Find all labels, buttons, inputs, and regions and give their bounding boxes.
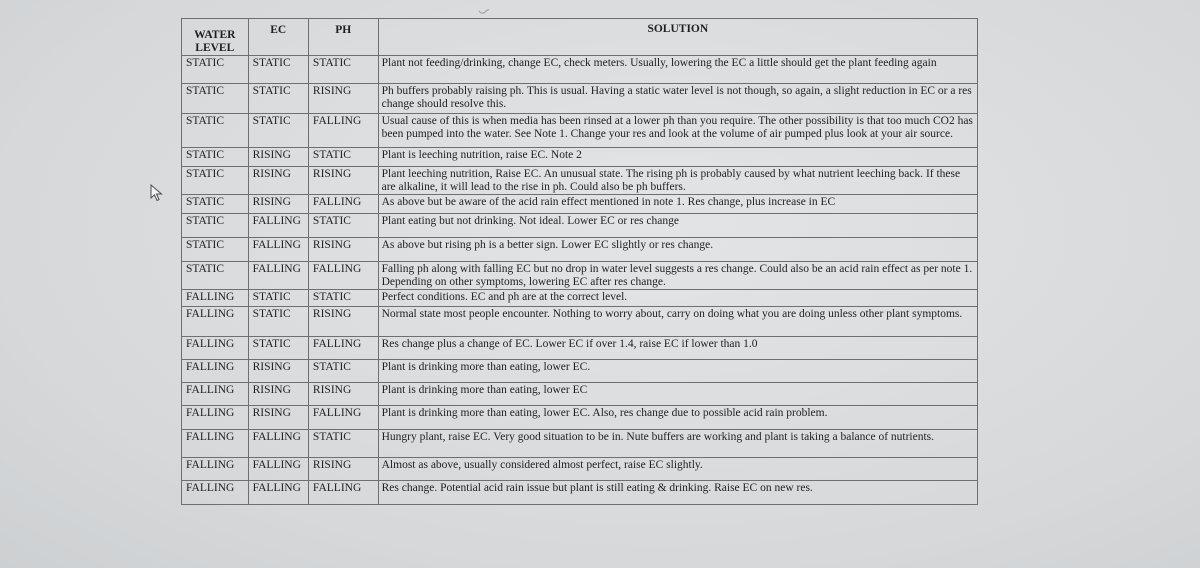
ph-cell: STATIC bbox=[308, 214, 378, 238]
header-ph: PH bbox=[308, 19, 378, 56]
water-level-cell: STATIC bbox=[182, 195, 249, 214]
stray-mark bbox=[478, 8, 490, 16]
ec-cell: STATIC bbox=[248, 290, 308, 307]
ec-cell: STATIC bbox=[248, 307, 308, 337]
solution-cell: Falling ph along with falling EC but no drop in water level suggests a res change. Could also be an acid rain effect as per note 1. Depending on other symptoms, lowering EC after res change. bbox=[378, 262, 977, 290]
solution-cell: Hungry plant, raise EC. Very good situation to be in. Nute buffers are working and plant is taking a balance of nutrients. bbox=[378, 430, 977, 458]
ec-cell: FALLING bbox=[248, 262, 308, 290]
table-row bbox=[182, 406, 978, 430]
ec-cell: FALLING bbox=[248, 214, 308, 238]
solution-cell: Plant is drinking more than eating, lower EC bbox=[378, 383, 977, 406]
solution-cell: Normal state most people encounter. Nothing to worry about, carry on doing what you are doing unless other plant symptoms. bbox=[378, 307, 977, 337]
solution-cell: Usual cause of this is when media has been rinsed at a lower ph than you require. The other possibility is that too much CO2 has been pumped into the water. See Note 1. Change your res and look at the volume of air pumped plus look at your air source. bbox=[378, 114, 977, 148]
water-level-cell: FALLING bbox=[182, 481, 249, 505]
table-row bbox=[182, 430, 978, 458]
ph-cell: STATIC bbox=[308, 360, 378, 383]
water-level-cell: FALLING bbox=[182, 430, 249, 458]
ec-cell: FALLING bbox=[248, 458, 308, 481]
table-row bbox=[182, 290, 978, 307]
water-level-cell: FALLING bbox=[182, 290, 249, 307]
table-row bbox=[182, 458, 978, 481]
ec-cell: RISING bbox=[248, 195, 308, 214]
solution-cell: Res change plus a change of EC. Lower EC if over 1.4, raise EC if lower than 1.0 bbox=[378, 337, 977, 360]
table-row bbox=[182, 383, 978, 406]
table-row bbox=[182, 167, 978, 195]
solution-cell: Plant eating but not drinking. Not ideal. Lower EC or res change bbox=[378, 214, 977, 238]
table-row bbox=[182, 262, 978, 290]
ec-cell: STATIC bbox=[248, 84, 308, 114]
table-row bbox=[182, 481, 978, 505]
solution-cell: Res change. Potential acid rain issue but plant is still eating & drinking. Raise EC on new res. bbox=[378, 481, 977, 505]
ec-cell: STATIC bbox=[248, 114, 308, 148]
solution-cell: Perfect conditions. EC and ph are at the correct level. bbox=[378, 290, 977, 307]
water-level-cell: STATIC bbox=[182, 148, 249, 167]
water-level-cell: STATIC bbox=[182, 214, 249, 238]
ph-cell: FALLING bbox=[308, 481, 378, 505]
ph-cell: FALLING bbox=[308, 406, 378, 430]
ec-cell: RISING bbox=[248, 167, 308, 195]
solution-cell: Almost as above, usually considered almost perfect, raise EC slightly. bbox=[378, 458, 977, 481]
table-row bbox=[182, 337, 978, 360]
ec-cell: FALLING bbox=[248, 238, 308, 262]
solution-cell: Plant leeching nutrition, Raise EC. An unusual state. The rising ph is probably caused by what nutrient leeching back. If these are alkaline, it will lead to the rise in ph. Could also be ph buffers. bbox=[378, 167, 977, 195]
header-ec: EC bbox=[248, 19, 308, 56]
water-level-cell: FALLING bbox=[182, 458, 249, 481]
water-level-cell: FALLING bbox=[182, 360, 249, 383]
water-level-cell: STATIC bbox=[182, 56, 249, 84]
ph-cell: STATIC bbox=[308, 56, 378, 84]
water-level-cell: STATIC bbox=[182, 238, 249, 262]
mouse-pointer-icon bbox=[150, 184, 164, 202]
ph-cell: RISING bbox=[308, 84, 378, 114]
solution-cell: As above but be aware of the acid rain effect mentioned in note 1. Res change, plus increase in EC bbox=[378, 195, 977, 214]
ph-cell: RISING bbox=[308, 238, 378, 262]
table-row bbox=[182, 195, 978, 214]
water-level-cell: STATIC bbox=[182, 167, 249, 195]
water-level-cell: STATIC bbox=[182, 84, 249, 114]
ph-cell: FALLING bbox=[308, 195, 378, 214]
ec-cell: RISING bbox=[248, 148, 308, 167]
solution-cell: Plant is leeching nutrition, raise EC. Note 2 bbox=[378, 148, 977, 167]
ec-cell: STATIC bbox=[248, 337, 308, 360]
ph-cell: STATIC bbox=[308, 430, 378, 458]
solution-cell: Plant is drinking more than eating, lower EC. bbox=[378, 360, 977, 383]
header-solution: SOLUTION bbox=[378, 19, 977, 56]
water-level-cell: STATIC bbox=[182, 114, 249, 148]
water-level-cell: FALLING bbox=[182, 337, 249, 360]
solution-cell: As above but rising ph is a better sign. Lower EC slightly or res change. bbox=[378, 238, 977, 262]
solution-cell: Plant not feeding/drinking, change EC, check meters. Usually, lowering the EC a little should get the plant feeding again bbox=[378, 56, 977, 84]
ph-cell: RISING bbox=[308, 167, 378, 195]
ph-cell: RISING bbox=[308, 383, 378, 406]
solution-cell: Ph buffers probably raising ph. This is usual. Having a static water level is not though, so again, a slight reduction in EC or a res change should resolve this. bbox=[378, 84, 977, 114]
table-row bbox=[182, 148, 978, 167]
water-level-cell: STATIC bbox=[182, 262, 249, 290]
ec-cell: STATIC bbox=[248, 56, 308, 84]
ph-cell: FALLING bbox=[308, 114, 378, 148]
ph-cell: STATIC bbox=[308, 290, 378, 307]
water-level-cell: FALLING bbox=[182, 383, 249, 406]
ph-cell: RISING bbox=[308, 307, 378, 337]
water-level-cell: FALLING bbox=[182, 406, 249, 430]
ph-cell: STATIC bbox=[308, 148, 378, 167]
ph-cell: FALLING bbox=[308, 337, 378, 360]
table-row bbox=[182, 114, 978, 148]
ec-cell: RISING bbox=[248, 383, 308, 406]
table-row bbox=[182, 360, 978, 383]
ec-cell: RISING bbox=[248, 360, 308, 383]
table-row bbox=[182, 238, 978, 262]
ec-cell: FALLING bbox=[248, 481, 308, 505]
water-level-cell: FALLING bbox=[182, 307, 249, 337]
table-row bbox=[182, 84, 978, 114]
table-row bbox=[182, 214, 978, 238]
solution-cell: Plant is drinking more than eating, lower EC. Also, res change due to possible acid rain problem. bbox=[378, 406, 977, 430]
ph-ec-troubleshooting-table bbox=[181, 18, 978, 505]
ec-cell: FALLING bbox=[248, 430, 308, 458]
ph-cell: RISING bbox=[308, 458, 378, 481]
ph-cell: FALLING bbox=[308, 262, 378, 290]
table-row bbox=[182, 56, 978, 84]
header-water-level: WATER LEVEL bbox=[182, 19, 249, 56]
ec-cell: RISING bbox=[248, 406, 308, 430]
table-row bbox=[182, 307, 978, 337]
header-row bbox=[182, 19, 978, 56]
